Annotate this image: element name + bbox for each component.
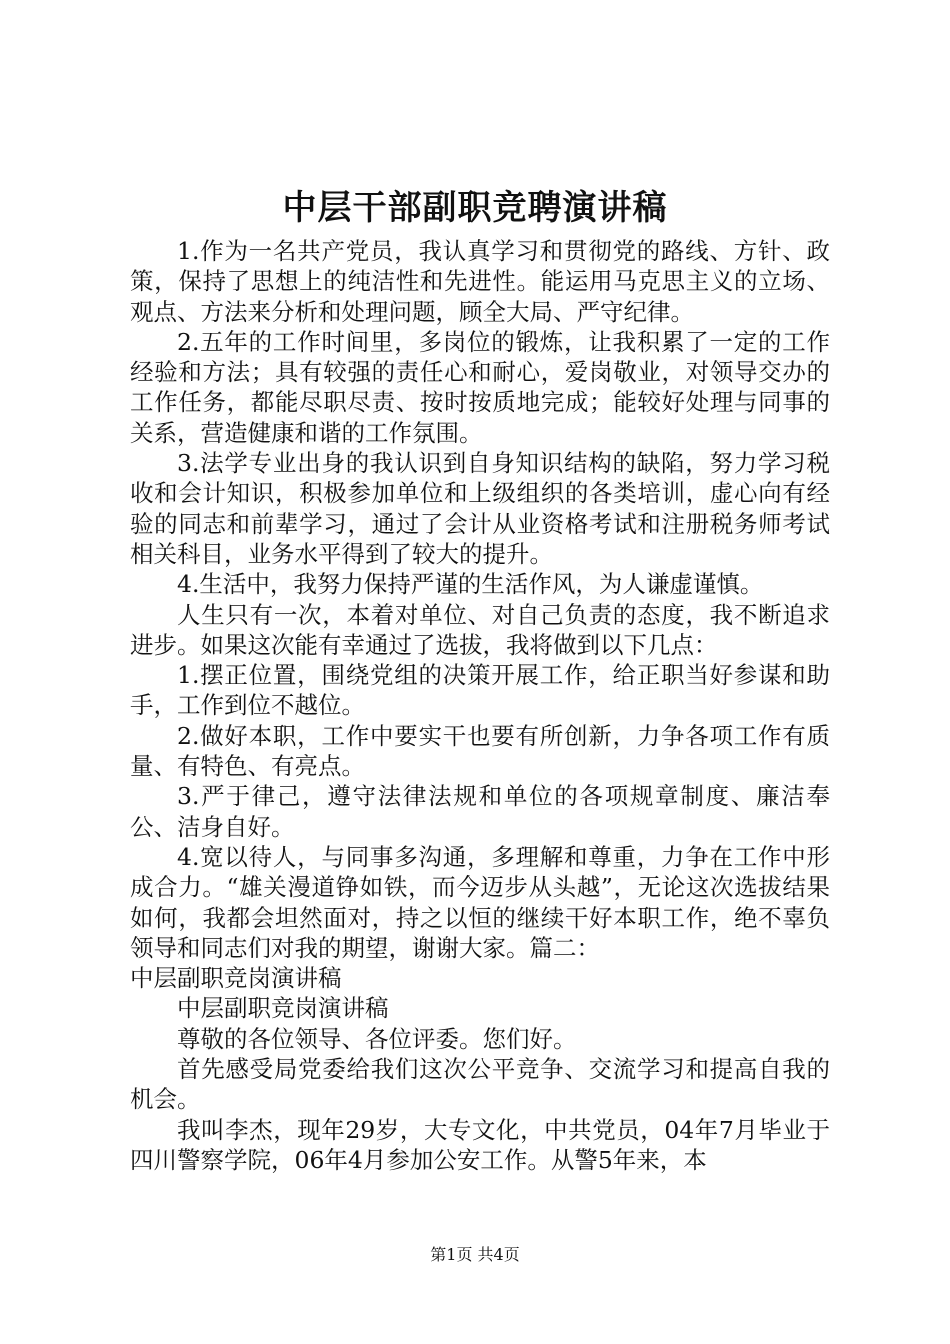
paragraph: 我叫李杰，现年29岁，大专文化，中共党员，04年7月毕业于四川警察学院，06年4月参加公安工作。从警5年来，本 [130, 1115, 830, 1174]
section-heading: 中层副职竞岗演讲稿 [130, 964, 342, 993]
paragraph: 3.法学专业出身的我认识到自身知识结构的缺陷，努力学习税收和会计知识，积极参加单位和上级组织的各类培训，虚心向有经验的同志和前辈学习，通过了会计从业资格考试和注册税务师考试相关科目，业务水平得到了较大的提升。 [130, 449, 830, 568]
document-title: 中层干部副职竞聘演讲稿 [282, 188, 668, 228]
document-body [130, 236, 830, 1175]
paragraph: 人生只有一次，本着对单位、对自己负责的态度，我不断追求进步。如果这次能有幸通过了选拔，我将做到以下几点： [130, 600, 830, 659]
paragraph: 1.摆正位置，围绕党组的决策开展工作，给正职当好参谋和助手，工作到位不越位。 [130, 661, 830, 720]
paragraph: 4.宽以待人，与同事多沟通，多理解和尊重，力争在工作中形成合力。“雄关漫道铮如铁，而今迈步从头越”，无论这次选拔结果如何，我都会坦然面对，持之以恒的继续干好本职工作，绝不辜负领导和同志们对我的期望，谢谢大家。篇二： [130, 842, 830, 962]
paragraph: 尊敬的各位领导、各位评委。您们好。 [177, 1024, 577, 1053]
paragraph: 4.生活中，我努力保持严谨的生活作风，为人谦虚谨慎。 [177, 570, 764, 599]
paragraph: 1.作为一名共产党员，我认真学习和贯彻党的路线、方针、政策，保持了思想上的纯洁性和先进性。能运用马克思主义的立场、观点、方法来分析和处理问题，顾全大局、严守纪律。 [130, 237, 830, 326]
paragraph: 2.做好本职，工作中要实干也要有所创新，力争各项工作有质量、有特色、有亮点。 [130, 721, 830, 781]
paragraph: 中层副职竞岗演讲稿 [177, 994, 389, 1023]
page-number: 第1页 共4页 [430, 1245, 520, 1264]
paragraph: 首先感受局党委给我们这次公平竞争、交流学习和提高自我的机会。 [130, 1055, 830, 1114]
paragraph: 3.严于律己，遵守法律法规和单位的各项规章制度、廉洁奉公、洁身自好。 [130, 782, 830, 841]
paragraph: 2.五年的工作时间里，多岗位的锻炼，让我积累了一定的工作经验和方法；具有较强的责任心和耐心，爱岗敬业，对领导交办的工作任务，都能尽职尽责、按时按质地完成；能较好处理与同事的关系，营造健康和谐的工作氛围。 [130, 327, 830, 447]
